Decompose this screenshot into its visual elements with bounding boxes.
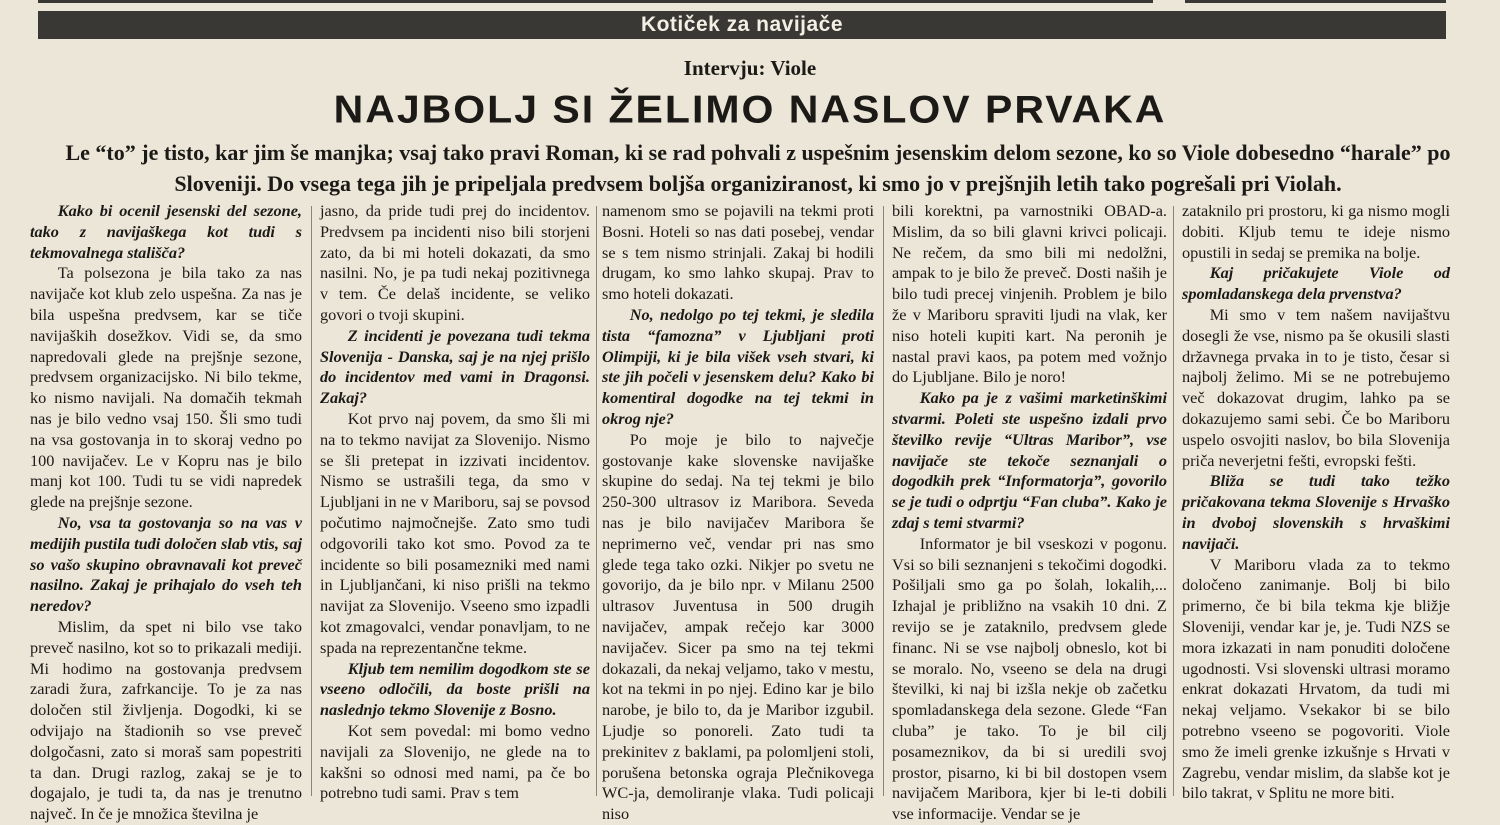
article-columns: [30, 201, 1470, 824]
article-headline: NAJBOLJ SI ŽELIMO NASLOV PRVAKA: [333, 87, 1167, 131]
article-lead: Le “to” je tisto, kar jim še manjka; vsaj tako pravi Roman, ki se rad pohvali z uspešnim jesenskim delom sezone, ko so Viole dobesedno “harale” po Sloveniji. Do vsega tega jih je pripeljala predvsem boljša organiziranost, ki smo jo v prejšnjih letih tako pogrešali pri Violah.: [65, 140, 1451, 196]
interview-answer: jasno, da pride tudi prej do incidentov. Predvsem pa incidenti niso bili storjeni zato, da bi mi hoteli dokazati, da smo nasilni. No, je pa tudi nekaj pozitivnega v tem. Če delaš incidente, se veliko govori o tvoji skupini.: [320, 201, 590, 324]
column-1: [30, 201, 302, 824]
interview-question: Kaj pričakujete Viole od spomladanskega dela prvenstva?: [1182, 263, 1450, 304]
interview-question: No, nedolgo po tej tekmi, je sledila tista “famozna” v Ljubljani proti Olimpiji, ki je bila višek vseh stvari, ki ste jih počeli v jesenskem delu? Kako bi komentiral dogodke na tej tekmi in okrog nje?: [602, 304, 874, 428]
interview-answer: Mislim, da spet ni bilo vse tako preveč nasilno, kot so to prikazali mediji. Mi hodimo na gostovanja predvsem zaradi žura, zafrkancije. To je za nas določen stil življenja. Dogodki, ki se odvijajo na štadionih so vse preveč dolgočasni, zato si moraš sam popestriti ta dan. Drugi razlog, zakaj se je to dogajalo, je tudi ta, da nas je trenutno največ. In če je množica številna je: [30, 616, 302, 824]
interview-answer: Kot sem povedal: mi bomo vedno navijali za Slovenijo, ne glede na to kakšni so odnosi med nami, pa če bo potrebno tudi sami. Prav s tem: [320, 720, 590, 803]
interview-question: Kako bi ocenil jesenski del sezone, tako z navijaškega kot tudi s tekmovalnega stališča?: [30, 201, 302, 262]
top-edge-rule-left: [38, 0, 1153, 3]
interview-question: Z incidenti je povezana tudi tekma Slovenija - Danska, saj je na njej prišlo do incidentov med vami in Dragonsi. Zakaj?: [320, 325, 590, 408]
column-rule: [1173, 206, 1174, 796]
interview-question: Kljub tem nemilim dogodkom ste se vseeno odločili, da boste prišli na naslednjo tekmo Slovenije z Bosno.: [320, 658, 590, 720]
interview-answer: Ta polsezona je bila tako za nas navijače kot klub zelo uspešna. Za nas je bila uspešna predvsem, kar se tiče navijaških dosežkov. Vidi se, da smo napredovali glede na prejšnje sezone, predvsem organizacijsko. Ni bilo tekme, ko nismo navijali. Na domačih tekmah nas je bilo vedno vsaj 150. Šli smo tudi na vsa gostovanja in to skoraj vedno po 100 navijačev. Le v Kopru nas je bilo manj kot 100. Tudi tu se vidi napredek glede na prejšnje sezone.: [30, 263, 302, 512]
top-edge-rule-right: [1185, 0, 1446, 3]
interview-answer: Kot prvo naj povem, da smo šli mi na to tekmo navijat za Slovenijo. Nismo se šli pretepat in izzivati incidentov. Nismo se ustrašili tega, da smo v Ljubljani in ne v Mariboru, saj se povsod počutimo najmočnejše. Zato smo tudi odgovorili tako kot smo. Povod za te incidente so bili posamezniki med nami in Ljubljančani, ki niso prišli na tekmo navijat za Slovenijo. Vseeno smo izpadli kot zmagovalci, vendar ponavljam, to ne spada na reprezentančne tekme.: [320, 408, 590, 657]
article-kicker: Intervju: Viole: [683, 56, 817, 80]
section-banner: [38, 11, 1446, 39]
column-3: [602, 201, 874, 824]
column-rule: [311, 206, 312, 796]
column-rule: [596, 206, 597, 796]
column-5: [1182, 201, 1450, 803]
interview-answer: Informator je bil vseskozi v pogonu. Vsi so bili seznanjeni s tekočimi dogodki. Pošiljali smo ga po šolah, lokalih,... Izhajal je približno na vsakih 10 dni. Z revijo se je zataknilo, predvsem glede financ. Ni se vse najbolj obneslo, kot bi se moralo. No, vseeno se dela na drugi številki, ki naj bi izšla nekje ob začetku spomladanskega dela sezone. Glede “Fan cluba” je tako. To je bil cilj posameznikov, da bi si uredili svoj prostor, pisarno, ki bi bil dostopen vsem navijačem Maribora, kjer bi le-ti dobili vse informacije. Vendar se je: [892, 533, 1167, 824]
interview-answer: Mi smo v tem našem navijaštvu dosegli že vse, nismo pa še okusili slasti državnega prvaka in to je tisto, česar si najbolj želimo. Mi se ne potrebujemo več dokazovat drugim, lahko pa se dokazujemo sami sebi. Če bo Mariboru uspelo osvojiti naslov, bo bila Slovenija priča neverjetni fešti, evropski fešti.: [1182, 304, 1450, 470]
column-2: [320, 201, 590, 803]
column-4: [892, 201, 1167, 824]
interview-question: Kako pa je z vašimi marketinškimi stvarmi. Poleti ste uspešno izdali prvo številko revije “Ultras Maribor”, vse navijače ste tekoče seznanjali o dogodkih prek “Informatorja”, govorilo se je tudi o odprtju “Fan cluba”. Kako je zdaj s temi stvarmi?: [892, 388, 1167, 532]
interview-answer: namenom smo se pojavili na tekmi proti Bosni. Hoteli so nas dati posebej, vendar se s tem nismo strinjali. Zakaj bi hodili drugam, ko smo lahko skupaj. Prav to smo hoteli dokazati.: [602, 201, 874, 304]
interview-answer: V Mariboru vlada za to tekmo določeno zanimanje. Bolj bi bilo primerno, če bi bila tekma kje bližje Sloveniji, vendar kar je, je. Tudi NZS se mora izkazati in nam ponuditi določene ugodnosti. Vsi slovenski ultrasi moramo enkrat dokazati Hrvatom, da tudi mi nekaj veljamo. Vsekakor bi se bilo potrebno vseeno se pogovoriti. Viole smo že imeli grenke izkušnje s Hrvati v Zagrebu, vendar mislim, da slabše kot je bilo takrat, v Splitu ne more biti.: [1182, 554, 1450, 803]
column-rule: [883, 206, 884, 796]
section-title: Kotiček za navijače: [640, 13, 844, 36]
interview-answer: bili korektni, pa varnostniki OBAD-a. Mislim, da so bili glavni krivci policaji. Ne rečem, da smo bili mi nedolžni, ampak to je bilo že preveč. Dosti naših je bilo tudi precej vinjenih. Problem je bilo že v Mariboru spraviti ljudi na vlak, ker niso hoteli kupiti kart. Na peronih je nastal pravi kaos, pa potem med vožnjo do Ljubljane. Bilo je noro!: [892, 201, 1167, 387]
interview-question: No, vsa ta gostovanja so na vas v medijih pustila tudi določen slab vtis, saj so vašo skupino obravnavali kot preveč nasilno. Zakaj je prihajalo do vseh teh neredov?: [30, 512, 302, 616]
interview-question: Bliža se tudi tako težko pričakovana tekma Slovenije s Hrvaško in dvoboj slovenskih s hrvaškimi navijači.: [1182, 471, 1450, 553]
interview-answer: zataknilo pri prostoru, ki ga nismo mogli dobiti. Kljub temu te ideje nismo opustili in sedaj se premika na bolje.: [1182, 201, 1450, 262]
interview-answer: Po moje je bilo to največje gostovanje kake slovenske navijaške skupine do sedaj. Na tej tekmi je bilo 250-300 ultrasov iz Maribora. Seveda nas je bilo navijačev Maribora še neprimerno več, vendar pri nas smo glede tega tako ozki. Nikjer po svetu ne govorijo, da je bilo npr. v Milanu 2500 ultrasov Juventusa in 500 drugih navijačev, ampak rečejo kar 3000 navijačev. Sicer pa smo na tej tekmi dokazali, da nekaj veljamo, tako v mestu, kot na tekmi in po njej. Edino kar je bilo narobe, je bilo to, da je Maribor izgubil. Ljudje so ponoreli. Zato tudi ta prekinitev z baklami, pa polomljeni stoli, porušena betonska ograja Plečnikovega WC-ja, demoliranje vlaka. Tudi policaji niso: [602, 429, 874, 824]
